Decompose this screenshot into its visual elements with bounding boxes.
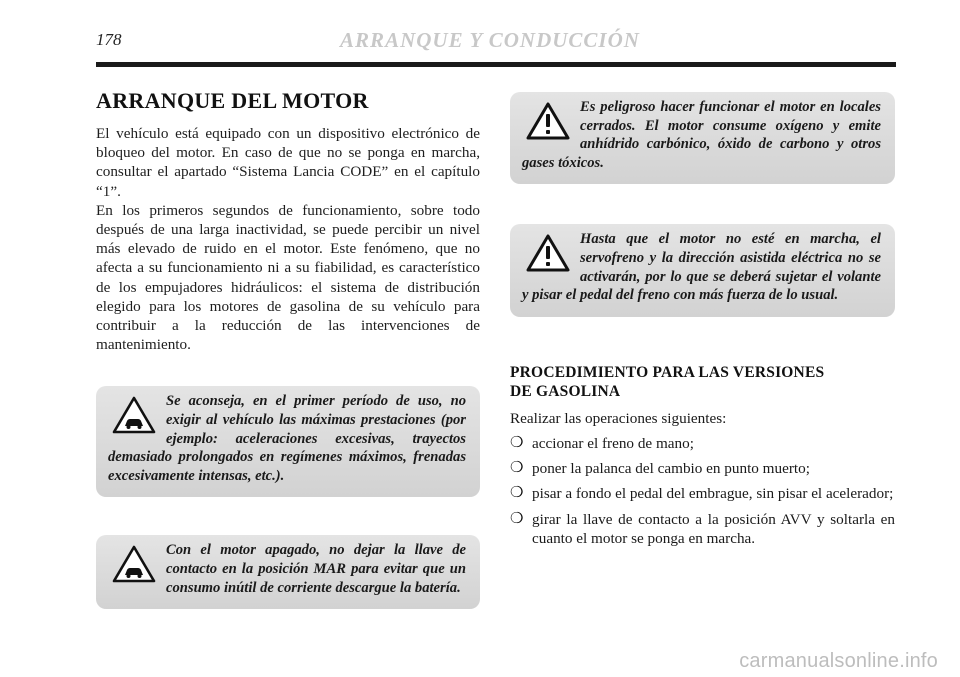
car-triangle-icon [112, 545, 156, 583]
step-text: accionar el freno de mano; [532, 434, 694, 452]
watermark: carmanualsonline.info [739, 650, 938, 672]
note-box-battery [96, 535, 480, 609]
bullet-icon: ❍ [510, 510, 524, 527]
warning-triangle-icon [526, 102, 570, 140]
bullet-icon: ❍ [510, 460, 524, 477]
page-number: 178 [96, 30, 122, 49]
step-text: poner la palanca del cambio en punto muerto; [532, 460, 810, 478]
step-text: pisar a fondo el pedal del embrague, sin pisar el acelerador; [532, 485, 894, 503]
note-text: Con el motor apagado, no dejar la llave de contacto en la posición MAR para evitar que un consumo inútil de corriente descargue la batería. [166, 542, 466, 596]
warning-text: Hasta que el motor no esté en marcha, el servofreno y la dirección asistida eléctrica no se activarán, por lo que se deberá sujetar el volante y pisar el pedal del freno con más fuerza de lo usual. [522, 231, 881, 304]
bullet-icon: ❍ [510, 434, 524, 451]
procedure-title-line-2: DE GASOLINA [510, 382, 621, 400]
running-header: ARRANQUE Y CONDUCCIÓN [340, 28, 640, 52]
procedure-title-line-1: PROCEDIMIENTO PARA LAS VERSIONES [510, 363, 825, 381]
warning-box-servo-brake [510, 224, 895, 316]
note-text: Se aconseja, en el primer período de uso, no exigir al vehículo las máximas prestaciones (por ejemplo: aceleraciones excesivas, trayectos demasiado prolongados en regímenes máximos, frenadas excesivamente intensas, etc.). [108, 393, 466, 484]
bullet-icon: ❍ [510, 485, 524, 502]
procedure-step [510, 459, 895, 478]
procedure-title [510, 363, 895, 401]
step-text: girar la llave de contacto a la posición AVV y soltarla en cuanto el motor se ponga en marcha. [532, 510, 895, 547]
right-column [510, 92, 895, 554]
header-rule [96, 62, 896, 67]
section-title: ARRANQUE DEL MOTOR [96, 88, 369, 113]
procedure-intro: Realizar las operaciones siguientes: [510, 409, 727, 427]
note-box-break-in [96, 386, 480, 497]
warning-text: Es peligroso hacer funcionar el motor en locales cerrados. El motor consume oxígeno y emite anhídrido carbónico, óxido de carbono y otros gases tóxicos. [522, 99, 881, 171]
procedure-step [510, 484, 895, 503]
left-column [96, 88, 480, 609]
procedure-steps [510, 434, 895, 548]
warning-box-toxic-gas [510, 92, 895, 184]
intro-paragraph: El vehículo está equipado con un dispositivo electrónico de bloqueo del motor. En caso de que no se ponga en marcha, consultar el apartado “Sistema Lancia CODE” en el capítulo “1”. [96, 125, 480, 200]
car-triangle-icon [112, 396, 156, 434]
procedure-step [510, 434, 895, 453]
procedure-step [510, 510, 895, 548]
warning-triangle-icon [526, 234, 570, 272]
noise-paragraph: En los primeros segundos de funcionamiento, sobre todo después de una larga inactividad, se puede percibir un nivel más elevado de ruido en el motor. Este fenómeno, que no afecta a su funcionamiento ni a su fiabilidad, es característico de los empujadores hidráulicos: el sistema de distribución elegido para los motores de gasolina de su vehículo para contribuir a la reducción de las intervenciones de mantenimiento. [96, 201, 480, 354]
